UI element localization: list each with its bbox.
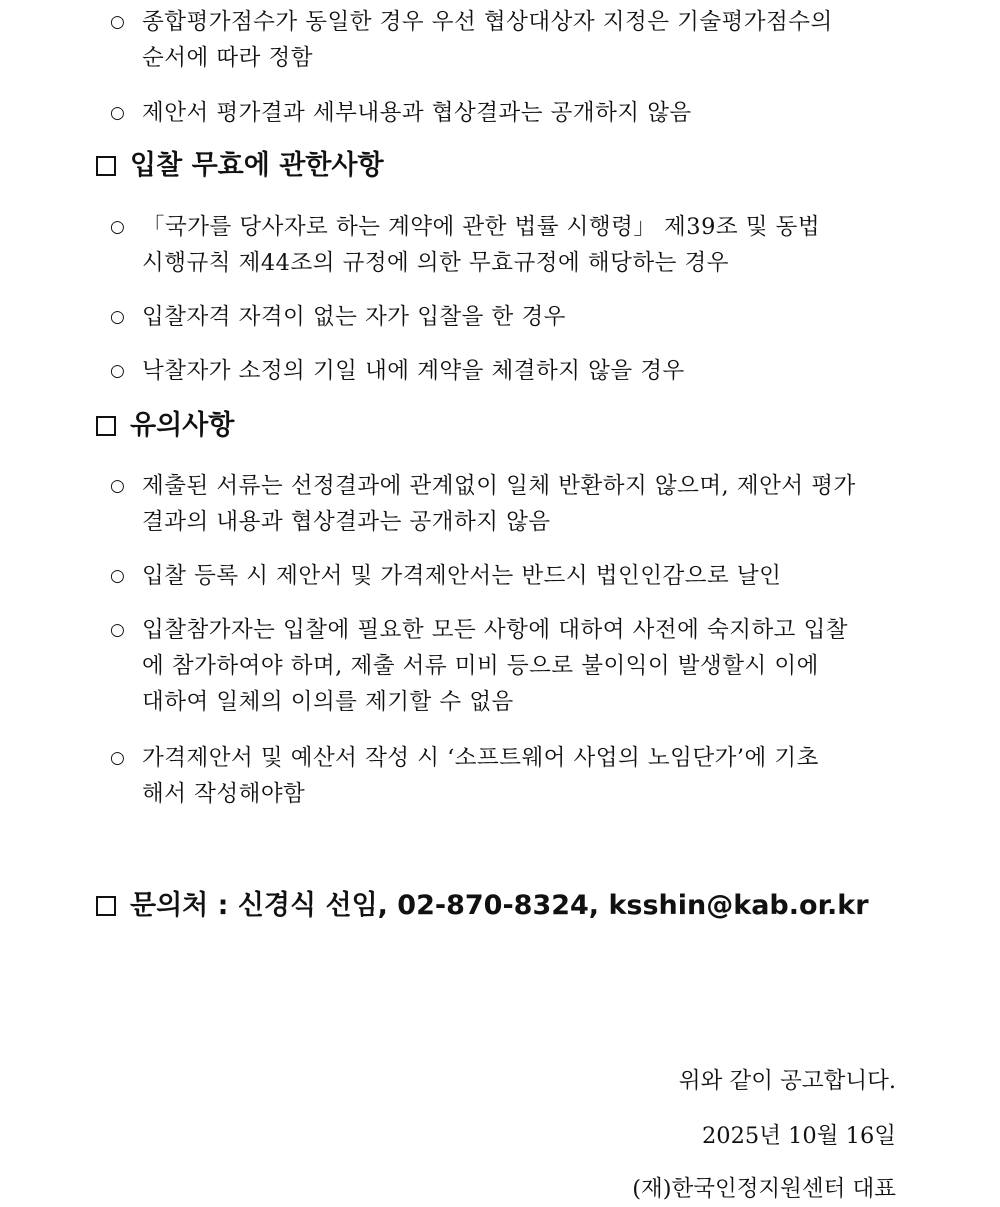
section-heading-notes — [96, 406, 234, 446]
issuer-name: (재)한국인정지원센터 대표 — [632, 1176, 896, 1202]
list-item-line: 입찰 등록 시 제안서 및 가격제안서는 반드시 법인인감으로 날인 — [142, 563, 782, 589]
bullet-circle: ○ — [110, 103, 125, 123]
list-item-line: 낙찰자가 소정의 기일 내에 계약을 체결하지 않을 경우 — [142, 358, 685, 384]
bullet-circle: ○ — [110, 748, 125, 768]
bullet-circle: ○ — [110, 361, 125, 381]
list-item-line: 결과의 내용과 협상결과는 공개하지 않음 — [142, 509, 551, 535]
bullet-circle: ○ — [110, 476, 125, 496]
list-item-line: 시행규칙 제44조의 규정에 의한 무효규정에 해당하는 경우 — [142, 250, 729, 276]
list-item — [142, 209, 912, 281]
list-item-line: 제안서 평가결과 세부내용과 협상결과는 공개하지 않음 — [142, 100, 692, 126]
list-item — [142, 558, 912, 594]
list-item-line: 가격제안서 및 예산서 작성 시 ‘소프트웨어 사업의 노임단가’에 기초 — [142, 745, 819, 771]
list-item — [142, 299, 912, 335]
announcement-date: 2025년 10월 16일 — [701, 1123, 896, 1149]
list-item-line: 대하여 일체의 이의를 제기할 수 없음 — [142, 689, 514, 715]
list-item — [142, 353, 912, 389]
bullet-circle: ○ — [110, 12, 125, 32]
checkbox-square-icon — [96, 156, 116, 176]
section-heading-invalid-bid — [96, 146, 384, 186]
list-item-line: 종합평가점수가 동일한 경우 우선 협상대상자 지정은 기술평가점수의 — [142, 9, 833, 35]
list-item-line: 입찰자격 자격이 없는 자가 입찰을 한 경우 — [142, 304, 566, 330]
list-item — [142, 612, 912, 720]
bullet-circle: ○ — [110, 307, 125, 327]
checkbox-square-icon — [96, 896, 116, 916]
contact-info: 문의처 : 신경식 선임, 02-870-8324, ksshin@kab.or.kr — [130, 890, 869, 921]
bullet-circle: ○ — [110, 620, 125, 640]
list-item-line: 에 참가하여야 하며, 제출 서류 미비 등으로 불이익이 발생할시 이에 — [142, 653, 819, 679]
list-item — [142, 95, 912, 131]
list-item-line: 제출된 서류는 선정결과에 관계없이 일체 반환하지 않으며, 제안서 평가 — [142, 473, 856, 499]
list-item — [142, 4, 912, 76]
bullet-circle: ○ — [110, 566, 125, 586]
list-item-line: 해서 작성해야함 — [142, 781, 306, 807]
bullet-circle: ○ — [110, 217, 125, 237]
list-item-line: 「국가를 당사자로 하는 계약에 관한 법률 시행령」 제39조 및 동법 — [142, 214, 821, 240]
list-item — [142, 740, 912, 812]
section-title: 입찰 무효에 관한사항 — [130, 150, 384, 181]
checkbox-square-icon — [96, 416, 116, 436]
section-heading-contact — [96, 886, 869, 926]
list-item-line: 순서에 따라 정함 — [142, 45, 313, 71]
list-item-line: 입찰참가자는 입찰에 필요한 모든 사항에 대하여 사전에 숙지하고 입찰 — [142, 617, 849, 643]
section-title: 유의사항 — [130, 410, 235, 441]
list-item — [142, 468, 912, 540]
closing-statement: 위와 같이 공고합니다. — [678, 1068, 896, 1094]
